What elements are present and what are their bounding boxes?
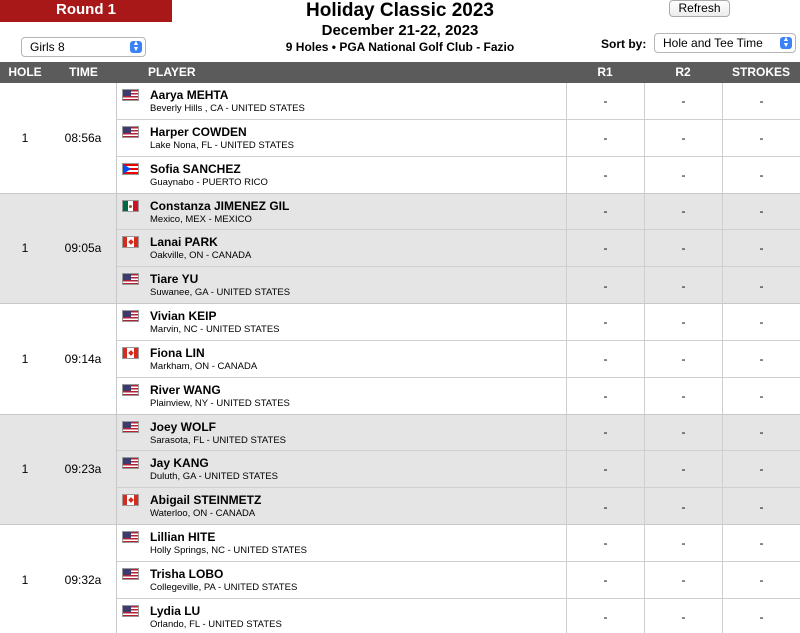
score-r2: - [644, 451, 722, 487]
us-flag-icon [122, 605, 139, 617]
score-strokes: - [722, 120, 800, 156]
score-r1: - [566, 230, 644, 266]
tee-time: 09:32a [50, 525, 117, 633]
player-location: Waterloo, ON - CANADA [150, 508, 256, 520]
player-list [117, 83, 800, 193]
division-select[interactable] [21, 37, 146, 57]
player-name[interactable]: River WANG [150, 382, 221, 397]
tee-time: 09:14a [50, 304, 117, 414]
hole-number: 1 [21, 572, 29, 587]
player-location: Mexico, MEX - MEXICO [150, 213, 252, 225]
player-name[interactable]: Tiare YU [150, 272, 199, 287]
player-name[interactable]: Constanza JIMENEZ GIL [150, 198, 290, 213]
ca-flag-icon [122, 347, 139, 359]
score-r1: - [566, 525, 644, 561]
score-r2: - [644, 562, 722, 598]
player-row[interactable] [117, 230, 800, 267]
score-r2: - [644, 378, 722, 415]
player-name[interactable]: Harper COWDEN [150, 124, 247, 139]
player-name[interactable]: Lanai PARK [150, 235, 218, 250]
score-r2: - [644, 157, 722, 194]
score-strokes: - [722, 230, 800, 266]
player-row[interactable] [117, 341, 800, 378]
tee-time: 09:05a [50, 194, 117, 304]
score-strokes: - [722, 341, 800, 377]
tee-time-group [0, 83, 800, 194]
player-name[interactable]: Vivian KEIP [150, 309, 217, 323]
score-r2: - [644, 415, 722, 451]
column-r1: R1 [597, 65, 613, 79]
select-arrows-icon: ▲ ▼ [130, 41, 142, 53]
player-list [117, 525, 800, 633]
tee-time-group [0, 415, 800, 526]
player-location: Plainview, NY - UNITED STATES [150, 397, 290, 409]
player-list [117, 194, 800, 304]
player-location: Collegeville, PA - UNITED STATES [150, 581, 298, 593]
score-r1: - [566, 599, 644, 633]
score-strokes: - [722, 562, 800, 598]
ca-flag-icon [122, 236, 139, 248]
score-r1: - [566, 304, 644, 340]
score-r1: - [566, 415, 644, 451]
player-location: Markham, ON - CANADA [150, 360, 258, 372]
hole-number: 1 [21, 351, 29, 366]
score-r2: - [644, 230, 722, 266]
us-flag-icon [122, 421, 139, 433]
score-strokes: - [722, 451, 800, 487]
tee-time-group [0, 194, 800, 305]
score-r1: - [566, 341, 644, 377]
score-strokes: - [722, 488, 800, 525]
score-r2: - [644, 267, 722, 304]
player-location: Suwanee, GA - UNITED STATES [150, 287, 291, 299]
sort-label: Sort by: [601, 37, 647, 51]
refresh-button[interactable]: Refresh [669, 0, 730, 17]
player-location: Oakville, ON - CANADA [150, 250, 252, 262]
score-strokes: - [722, 415, 800, 451]
score-r2: - [644, 83, 722, 119]
column-r2: R2 [675, 65, 691, 79]
sort-select-value: Hole and Tee Time [663, 36, 763, 50]
event-dates: December 21-22, 2023 [321, 22, 479, 39]
score-strokes: - [722, 267, 800, 304]
player-name[interactable]: Trisha LOBO [150, 566, 224, 581]
score-r1: - [566, 378, 644, 415]
player-name[interactable]: Lydia LU [150, 603, 201, 618]
score-r1: - [566, 120, 644, 156]
tee-time-table [0, 83, 800, 633]
us-flag-icon [122, 310, 139, 322]
score-r1: - [566, 267, 644, 304]
player-location: Lake Nona, FL - UNITED STATES [150, 139, 294, 151]
score-r1: - [566, 562, 644, 598]
player-location: Beverly Hills , CA - UNITED STATES [150, 103, 305, 114]
player-row[interactable] [117, 415, 800, 452]
tee-time: 09:23a [50, 415, 117, 525]
player-name[interactable]: Joey WOLF [150, 419, 217, 434]
player-location: Sarasota, FL - UNITED STATES [150, 434, 287, 446]
score-r2: - [644, 194, 722, 230]
player-row[interactable] [117, 599, 800, 633]
event-venue: 9 Holes • PGA National Golf Club - Fazio [285, 40, 515, 54]
score-strokes: - [722, 157, 800, 194]
score-strokes: - [722, 525, 800, 561]
player-name[interactable]: Aarya MEHTA [150, 88, 229, 102]
column-strokes: STROKES [731, 65, 790, 79]
column-player: PLAYER [148, 65, 196, 79]
select-arrows-icon: ▲ ▼ [780, 37, 792, 49]
us-flag-icon [122, 568, 139, 580]
score-strokes: - [722, 194, 800, 230]
player-location: Holly Springs, NC - UNITED STATES [150, 545, 307, 556]
player-location: Duluth, GA - UNITED STATES [150, 471, 278, 483]
score-r1: - [566, 488, 644, 525]
player-row[interactable] [117, 120, 800, 157]
player-list [117, 415, 800, 525]
player-list [117, 304, 800, 414]
score-r2: - [644, 120, 722, 156]
player-name[interactable]: Lillian HITE [150, 530, 216, 544]
player-row[interactable] [117, 378, 800, 415]
player-row[interactable] [117, 267, 800, 304]
page-header [0, 0, 800, 62]
division-select-value: Girls 8 [30, 40, 65, 54]
player-location: Guaynabo - PUERTO RICO [150, 176, 268, 188]
score-r2: - [644, 599, 722, 633]
score-r2: - [644, 488, 722, 525]
player-name[interactable]: Abigail STEINMETZ [150, 493, 262, 508]
event-title: Holiday Classic 2023 [306, 0, 494, 21]
score-r2: - [644, 304, 722, 340]
player-row[interactable] [117, 525, 800, 562]
hole-number: 1 [21, 130, 29, 145]
score-strokes: - [722, 304, 800, 340]
player-row[interactable] [117, 83, 800, 120]
us-flag-icon [122, 384, 139, 396]
score-r1: - [566, 83, 644, 119]
pr-flag-icon [122, 163, 139, 175]
ca-flag-icon [122, 494, 139, 506]
score-r1: - [566, 157, 644, 194]
column-time: TIME [69, 65, 98, 79]
column-hole: HOLE [8, 65, 42, 79]
mx-flag-icon [122, 200, 139, 212]
round-tab[interactable]: Round 1 [0, 0, 172, 22]
us-flag-icon [122, 531, 139, 543]
us-flag-icon [122, 457, 139, 469]
tee-time-group [0, 304, 800, 415]
player-name[interactable]: Fiona LIN [150, 345, 205, 360]
score-r1: - [566, 194, 644, 230]
score-r1: - [566, 451, 644, 487]
score-strokes: - [722, 378, 800, 415]
score-r2: - [644, 525, 722, 561]
player-row[interactable] [117, 562, 800, 599]
player-row[interactable] [117, 194, 800, 231]
player-location: Orlando, FL - UNITED STATES [150, 618, 282, 630]
hole-number: 1 [21, 241, 29, 256]
us-flag-icon [122, 126, 139, 138]
table-header [0, 62, 800, 83]
player-location: Marvin, NC - UNITED STATES [150, 324, 280, 335]
player-row[interactable] [117, 157, 800, 194]
score-strokes: - [722, 599, 800, 633]
hole-number: 1 [21, 462, 29, 477]
us-flag-icon [122, 273, 139, 285]
tee-time: 08:56a [50, 83, 117, 193]
player-row[interactable] [117, 488, 800, 525]
us-flag-icon [122, 89, 139, 101]
player-name[interactable]: Sofia SANCHEZ [150, 161, 241, 176]
score-r2: - [644, 341, 722, 377]
score-strokes: - [722, 83, 800, 119]
player-name[interactable]: Jay KANG [150, 456, 209, 471]
player-row[interactable] [117, 451, 800, 488]
tee-time-group [0, 525, 800, 633]
player-row[interactable] [117, 304, 800, 341]
sort-select[interactable] [654, 33, 796, 53]
